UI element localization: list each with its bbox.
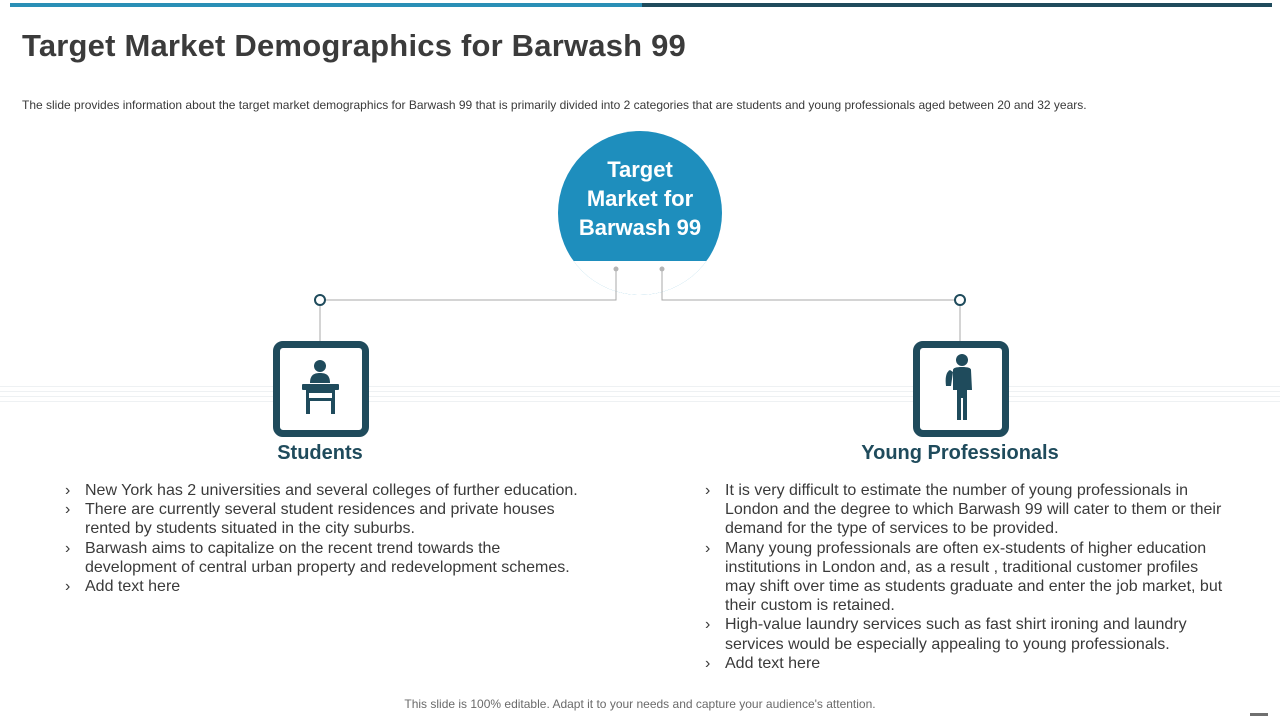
list-item: › New York has 2 universities and several colleges of further education.: [64, 481, 584, 500]
students-list: [64, 481, 584, 596]
students-heading: Students: [277, 442, 363, 464]
list-item: › Barwash aims to capitalize on the recent trend towards the development of central urban property and redevelopment schemes.: [64, 539, 584, 577]
slide-title: Target Market Demographics for Barwash 99: [22, 28, 686, 63]
connector-left: [326, 270, 616, 300]
connector-right: [662, 270, 955, 300]
list-item: › Add text here: [704, 654, 1224, 673]
connector-dot-left: [614, 267, 619, 272]
professionals-heading: Young Professionals: [861, 442, 1059, 464]
list-item: › Add text here: [64, 577, 584, 596]
slide-subtitle: The slide provides information about the target market demographics for Barwash 99 that is primarily divided into 2 categories that are students and young professionals aged between 20 and 32 years.: [22, 98, 1087, 112]
young-professional-icon: [920, 348, 1002, 430]
list-item: › There are currently several student residences and private houses rented by students situated in the city suburbs.: [64, 500, 584, 538]
connector-node-left: [315, 295, 325, 305]
center-label-line: Market for: [586, 186, 694, 211]
list-item: › It is very difficult to estimate the number of young professionals in London and the degree to which Barwash 99 will cater to them or their demand for the type of services to be provided.: [704, 481, 1224, 539]
footer-note: This slide is 100% editable. Adapt it to your needs and capture your audience's attention.: [404, 697, 876, 711]
list-item: › High-value laundry services such as fast shirt ironing and laundry services would be especially appealing to young professionals.: [704, 615, 1224, 653]
professionals-icon-box: [913, 341, 1009, 437]
student-desk-icon: [280, 348, 362, 430]
professionals-list: [704, 481, 1224, 673]
connector-node-right: [955, 295, 965, 305]
connector-dot-right: [660, 267, 665, 272]
corner-mark: [1250, 713, 1268, 716]
center-label-line: Barwash 99: [578, 215, 702, 240]
students-icon-box: [273, 341, 369, 437]
list-item: › Many young professionals are often ex-students of higher education institutions in London and, as a result , traditional customer profiles may shift over time as students graduate and enter the job market, but their custom is retained.: [704, 539, 1224, 616]
center-label-line: Target: [607, 157, 673, 182]
